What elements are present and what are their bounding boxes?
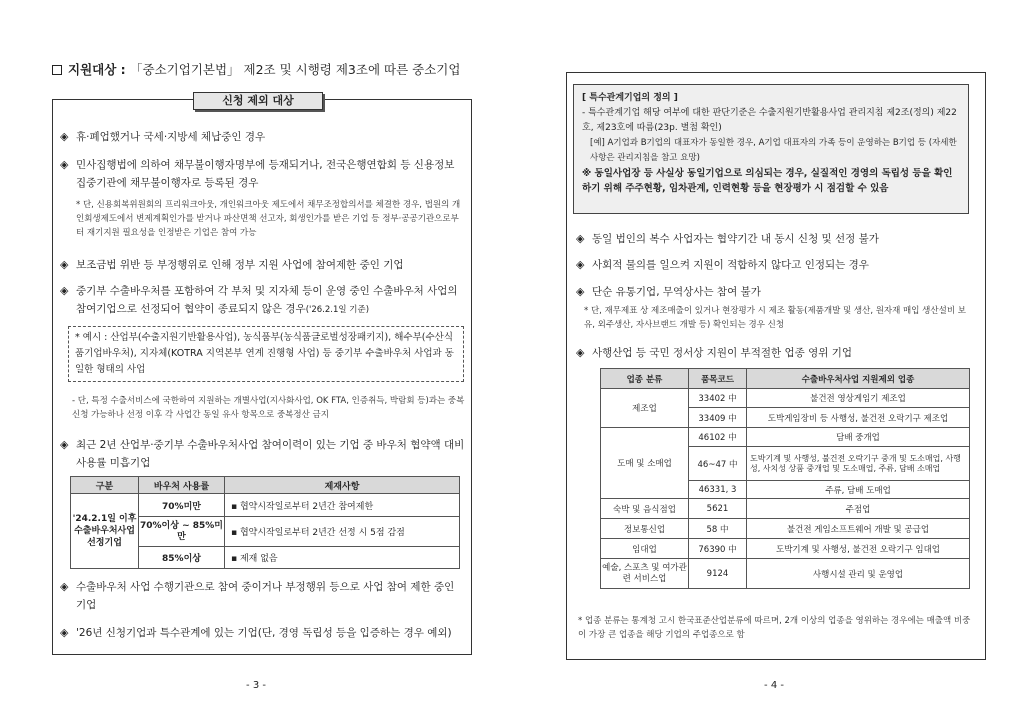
page-number: - 3 - — [246, 680, 266, 691]
exclusion-item-7: ◈ '26년 신청기업과 특수관계에 있는 기업(단, 경영 독립성 등을 입증하는 경우 예외) — [60, 624, 465, 642]
note-credit-recovery: * 단, 신용회복위원회의 프리워크아웃, 개인워크아웃 제도에서 채무조정합의서를 체결한 경우, 법원의 개인회생제도에서 변제계획인가를 받거나 파산면책 선고자, 회생인가를 받은 기업 등 정부·공공기관으로부터 재기지원 필요성을 인정받은 기업은 참여 가능 — [76, 200, 461, 238]
diamond-bullet-icon: ◈ — [60, 284, 69, 297]
note-distribution: * 단, 재무제표 상 제조매출이 있거나 현장평가 시 제조 활동(제품개발 및 생산, 원자재 매입 생산설비 보유, 외주생산, 자사브랜드 개발 등) 확인되는 경우 신청 — [584, 306, 966, 330]
diamond-bullet-icon: ◈ — [60, 580, 69, 593]
industry-table: 업종 분류 품목코드 수출바우처사업 지원제외 업종 제조업 33402 中 불건전 영상게임기 제조업 33409 中 도박게임장비 등 사행성, 불건전 오락기구 제조업 도매 및 소매업 46102 中 담배 중개업 46~47 中 도박기계 및 사행성, 불건전 오락기구 중개 및 도소매업, 사행성, 사치성 상품 중개업 및 도소매업, 주류, 담배 소매업 46331, 3 주류, 담배 도매업 숙박 및 음식점업 5621 주점업 정보통신업 58 中 불건전 게임소프트웨어 개발 및 공급업 임대업 76390 中 도박기계 및 사행성, 불건전 오락기구 임대업 예술, 스포츠 및 여가관련 서비스업 9124 사행시설 관리 및 운영업 — [600, 368, 970, 589]
diamond-bullet-icon: ◈ — [60, 258, 69, 271]
diamond-bullet-icon: ◈ — [576, 232, 585, 245]
usage-table: 구분 바우처 사용률 제재사항 '24.2.1일 이후 수출바우처사업 선정기업 70%미만 ▪ 협약시작일로부터 2년간 참여제한 70%이상 ~ 85%미만 ▪ 협약시작일로부터 2년간 선정 시 5점 감점 85%이상 ▪ 제재 없음 — [70, 476, 460, 569]
exclusion-item-1: ◈ 휴·폐업했거나 국세·지방세 체납중인 경우 — [60, 128, 465, 146]
square-bullet-icon: ▪ — [231, 501, 240, 512]
exclusion-item-2: ◈ 민사집행법에 의하여 채무불이행자명부에 등재되거나, 전국은행연합회 등 신용정보 집중기관에 채무불이행자로 등록된 경우 — [60, 158, 455, 189]
definition-line-1: - 특수관계기업 해당 여부에 대한 판단기준은 수출지원기반활용사업 관리지침 제2조(정의) 제22호, 제23호에 따름(23p. 별첨 확인) — [582, 108, 957, 133]
square-bullet-icon: ▪ — [231, 554, 240, 564]
exclusion-frame-label: 신청 제외 대상 — [193, 92, 323, 110]
exclusion-item-10: ◈ 단순 유통기업, 무역상사는 참여 불가 — [576, 283, 972, 301]
diamond-bullet-icon: ◈ — [576, 346, 585, 359]
support-target-heading — [52, 60, 460, 78]
example-box: * 예시 : 산업부(수출지원기반활용사업), 농식품부(농식품글로벌성장패키지), 해수부(수산식품기업바우처), 지자체(KOTRA 지역본부 연계 진행형 사업) 등 중기부 수출바우처 사업과 동일한 형태의 사업 — [68, 326, 464, 382]
special-relation-definition-box — [573, 84, 969, 214]
diamond-bullet-icon: ◈ — [576, 285, 585, 298]
definition-title: [ 특수관계기업의 정의 ] — [582, 93, 678, 103]
diamond-bullet-icon: ◈ — [576, 258, 585, 271]
exclusion-item-4: ◈ 중기부 수출바우처를 포함하여 각 부처 및 지자체 등이 운영 중인 수출바우처 사업의 참여기업으로 선정되어 협약이 종료되지 않은 경우('26.2.1일 기준) — [60, 284, 458, 315]
diamond-bullet-icon: ◈ — [60, 130, 69, 143]
definition-warning: ※ 동일사업장 등 사실상 동일기업으로 의심되는 경우, 실질적인 경영의 독립성 등을 확인하기 위해 주주현황, 임차관계, 인력현황 등을 현장평가 시 점검할 수 있음 — [582, 168, 953, 194]
note-duplicate: - 단, 특정 수출서비스에 국한하여 지원하는 개별사업(지사화사업, OK FTA, 인증취득, 박람회 등)과는 중복신청 가능하나 선정 이후 각 사업간 동일 유사 항목으로 중복정산 금지 — [72, 396, 465, 420]
diamond-bullet-icon: ◈ — [60, 438, 69, 451]
exclusion-item-5: ◈ 최근 2년 산업부·중기부 수출바우처사업 참여이력이 있는 기업 중 바우처 협약액 대비 사용률 미흡기업 — [60, 438, 465, 469]
checkbox-square-icon — [52, 65, 62, 75]
diamond-bullet-icon: ◈ — [60, 626, 69, 639]
usage-row-label: '24.2.1일 이후 수출바우처사업 선정기업 — [71, 494, 139, 569]
note-industry-classification: * 업종 분류는 통계청 고시 한국표준산업분류에 따르며, 2개 이상의 업종을 영위하는 경우에는 매출액 비중이 가장 큰 업종을 해당 기업의 주업종으로 함 — [578, 616, 971, 640]
diamond-bullet-icon: ◈ — [60, 158, 69, 171]
heading-label: 지원대상 : — [68, 62, 126, 77]
exclusion-item-11: ◈ 사행산업 등 국민 정서상 지원이 부적절한 업종 영위 기업 — [576, 344, 972, 362]
exclusion-item-6: ◈ 수출바우처 사업 수행기관으로 참여 중이거나 부정행위 등으로 사업 참여 제한 중인 기업 — [60, 580, 455, 611]
exclusion-item-3: ◈ 보조금법 위반 등 부정행위로 인해 정부 지원 사업에 참여제한 중인 기업 — [60, 256, 465, 274]
page-number: - 4 - — [764, 680, 784, 691]
exclusion-item-8: ◈ 동일 법인의 복수 사업자는 협약기간 내 동시 신청 및 선정 불가 — [576, 230, 972, 248]
exclusion-item-9: ◈ 사회적 물의를 일으켜 지원이 적합하지 않다고 인정되는 경우 — [576, 256, 972, 274]
square-bullet-icon: ▪ — [231, 528, 240, 538]
definition-example: [예] A기업과 B기업의 대표자가 동일한 경우, A기업 대표자의 가족 등이 운영하는 B기업 등 (자세한 사항은 관리지침을 참고 요망) — [590, 138, 957, 163]
heading-text: 「중소기업기본법」 제2조 및 시행령 제3조에 따른 중소기업 — [130, 62, 461, 77]
